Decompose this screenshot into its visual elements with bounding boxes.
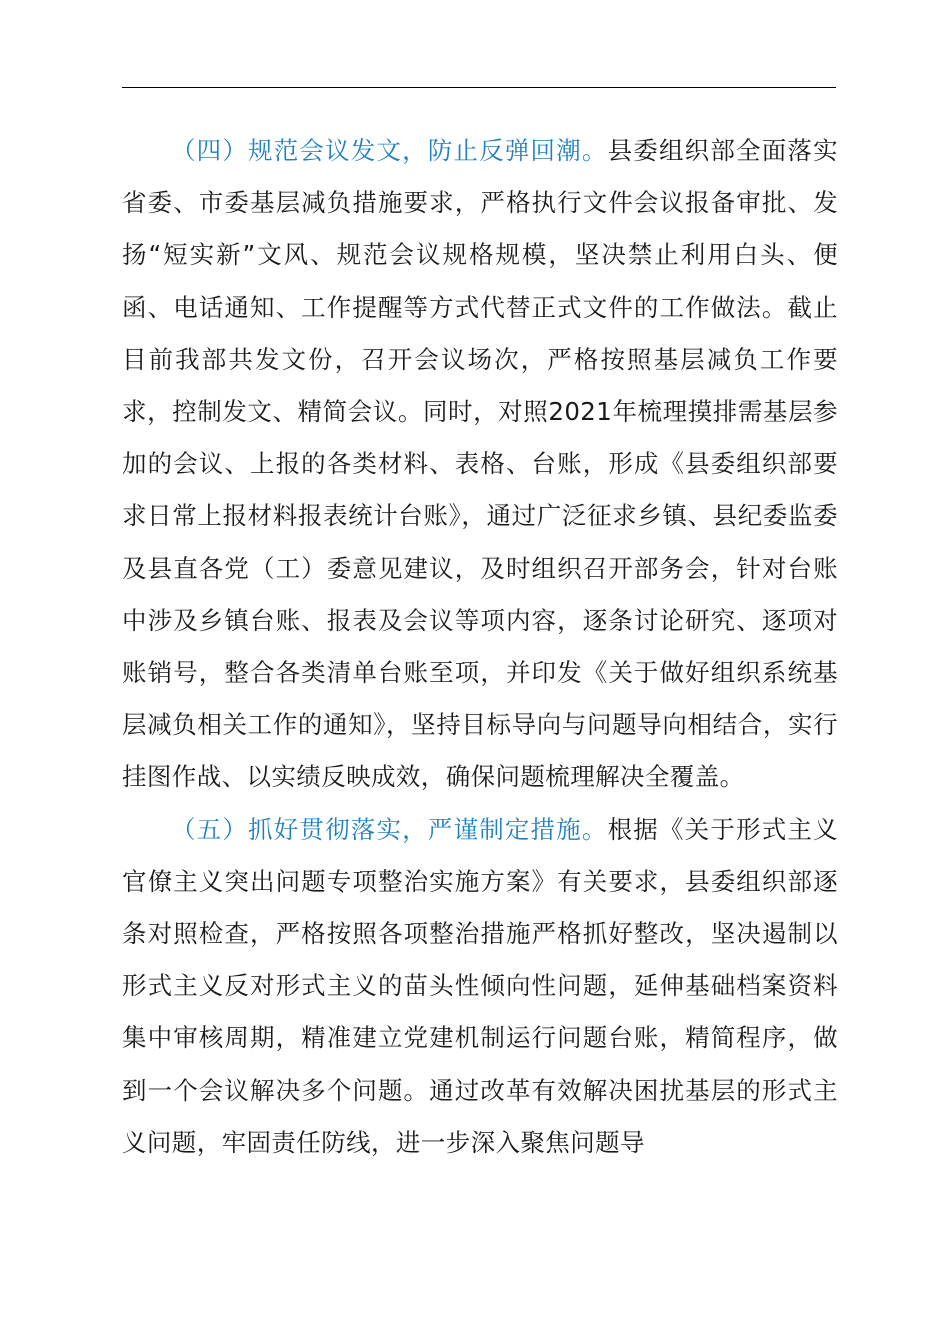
header-rule — [122, 87, 836, 88]
paragraph-5 — [122, 804, 838, 1169]
document-body — [122, 125, 838, 1169]
paragraph-body-5: 根据《关于形式主义官僚主义突出问题专项整治实施方案》有关要求，县委组织部逐条对照检查，严格按照各项整治措施严格抓好整改，坚决遏制以形式主义反对形式主义的苗头性倾向性问题，延伸基础档案资料集中审核周期，精准建立党建机制运行问题台账，精简程序，做到一个会议解决多个问题。通过改革有效解决困扰基层的形式主义问题，牢固责任防线，进一步深入聚焦问题导 — [122, 814, 838, 1157]
section-heading-4: （四）规范会议发文，防止反弹回潮。 — [171, 136, 608, 165]
paragraph-body-4: 县委组织部全面落实省委、市委基层减负措施要求，严格执行文件会议报备审批、发扬“短实新”文风、规范会议规格规模，坚决禁止利用白头、便函、电话通知、工作提醒等方式代替正式文件的工作做法。截止目前我部共发文份，召开会议场次，严格按照基层减负工作要求，控制发文、精简会议。同时，对照2021年梳理摸排需基层参加的会议、上报的各类材料、表格、台账，形成《县委组织部要求日常上报材料报表统计台账》，通过广泛征求乡镇、县纪委监委及县直各党（工）委意见建议，及时组织召开部务会，针对台账中涉及乡镇台账、报表及会议等项内容，逐条讨论研究、逐项对账销号，整合各类清单台账至项，并印发《关于做好组织系统基层减负相关工作的通知》，坚持目标导向与问题导向相结合，实行挂图作战、以实绩反映成效，确保问题梳理解决全覆盖。 — [122, 136, 838, 792]
section-heading-5: （五）抓好贯彻落实，严谨制定措施。 — [171, 814, 608, 844]
paragraph-4 — [122, 125, 838, 804]
